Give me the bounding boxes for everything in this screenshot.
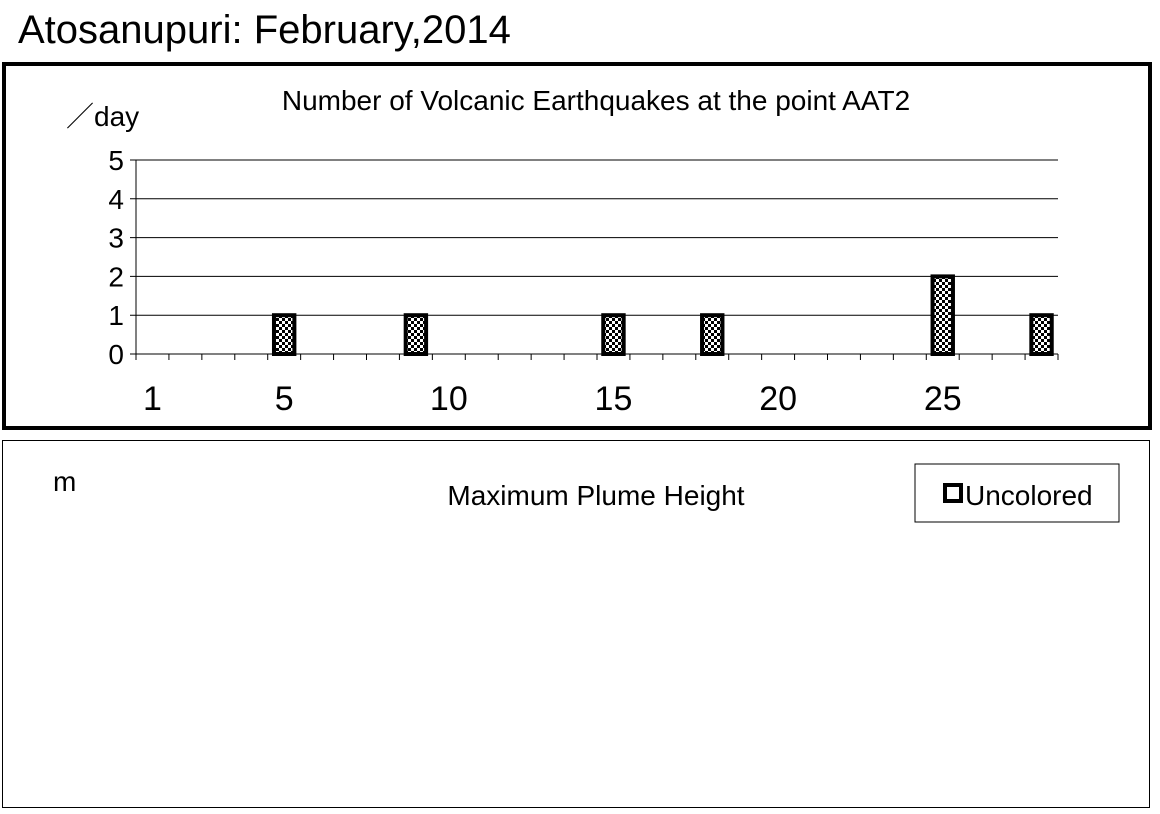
earthquake-chart-y-unit: ／day <box>66 101 140 132</box>
plume-chart-title: Maximum Plume Height <box>447 480 745 511</box>
earthquake-xtick-label: 10 <box>429 380 468 418</box>
legend-label-uncolored: Uncolored <box>965 480 1093 511</box>
earthquake-ytick-label: 1 <box>108 300 124 332</box>
earthquake-bar <box>1031 315 1051 354</box>
earthquake-ytick-label: 4 <box>108 183 124 215</box>
earthquake-chart-title: Number of Volcanic Earthquakes at the point AAT2 <box>281 85 911 116</box>
earthquake-ytick-label: 0 <box>108 339 124 370</box>
earthquake-bar <box>603 315 623 354</box>
earthquake-xtick-label: 15 <box>594 380 633 418</box>
earthquake-bar <box>702 315 722 354</box>
plume-chart-panel <box>2 440 1150 808</box>
earthquake-ytick-label: 2 <box>108 261 124 293</box>
earthquake-xtick-label: 1 <box>143 380 162 418</box>
earthquake-bar <box>406 315 426 354</box>
plume-chart <box>3 441 1149 807</box>
earthquake-xtick-label: 5 <box>274 380 294 418</box>
plume-chart-y-unit: m <box>53 466 77 497</box>
earthquake-bar <box>933 276 953 354</box>
earthquake-bar <box>274 315 294 354</box>
page-title: Atosanupuri: February,2014 <box>18 8 511 52</box>
earthquake-xtick-label: 25 <box>923 380 962 418</box>
earthquake-xtick-label: 20 <box>759 380 798 418</box>
plume-chart-legend <box>915 464 1119 522</box>
earthquake-ytick-label: 3 <box>108 222 124 254</box>
earthquake-chart-panel <box>2 62 1152 430</box>
legend-swatch-uncolored <box>945 485 961 501</box>
earthquake-chart <box>6 66 1148 426</box>
earthquake-ytick-label: 5 <box>108 145 124 176</box>
